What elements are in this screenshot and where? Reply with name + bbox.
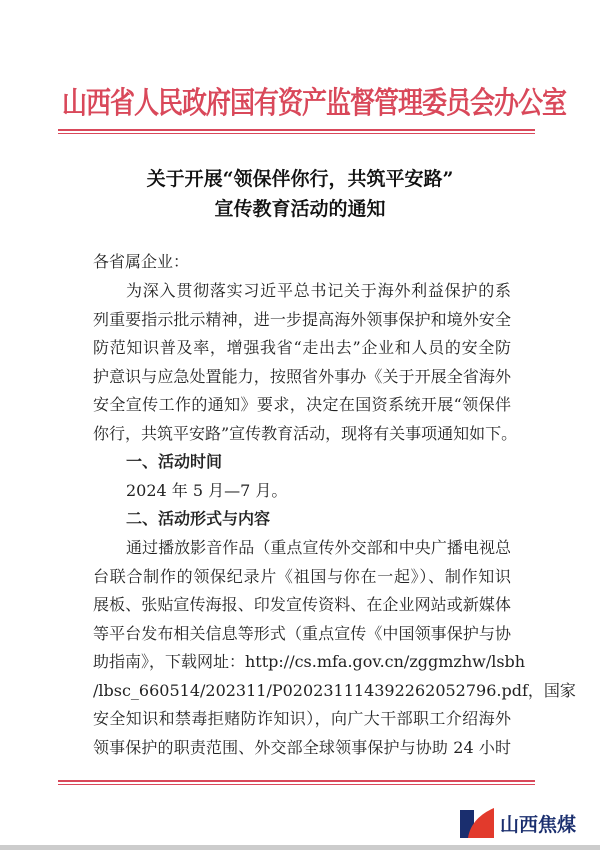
body-line: 你行，共筑平安路”宣传教育活动，现将有关事项通知如下。 xyxy=(93,423,518,443)
body-line: 防范知识普及率，增强我省“走出去”企业和人员的安全防 xyxy=(93,338,511,357)
salutation: 各省属企业： xyxy=(93,252,190,271)
document-title-line2: 宣传教育活动的通知 xyxy=(214,198,386,220)
body-line: /lbsc_660514/202311/P020231114392262052796.pdf，国家 xyxy=(93,680,576,700)
body-line: 列重要指示批示精神，进一步提高海外领事保护和境外安全 xyxy=(93,309,511,329)
footer-divider-thin xyxy=(58,784,535,785)
body-line: 领事保护的职责范围、外交部全球领事保护与协助 24 小时 xyxy=(93,737,511,757)
body-line: 台联合制作的领保纪录片《祖国与你在一起》）、制作知识 xyxy=(93,566,511,586)
logo-text: 山西焦煤 xyxy=(500,813,577,836)
shanxi-coking-coal-logo-icon xyxy=(460,808,494,838)
section1-body: 2024 年 5 月—7 月。 xyxy=(126,481,288,500)
body-line: 安全宣传工作的通知》要求，决定在国资系统开展“领保伴 xyxy=(93,395,511,414)
document-title-line1: 关于开展“领保伴你行，共筑平安路” xyxy=(146,168,454,190)
issuing-office-header: 山西省人民政府国有资产监督管理委员会办公室 xyxy=(62,85,567,120)
body-line: 安全知识和禁毒拒赌防诈知识），向广大干部职工介绍海外 xyxy=(93,709,511,728)
body-line: 等平台发布相关信息等形式（重点宣传《中国领事保护与协 xyxy=(93,623,511,643)
footer-logo xyxy=(460,808,576,838)
bottom-bar xyxy=(0,845,600,850)
section1-heading: 一、活动时间 xyxy=(126,452,223,471)
body-line: 展板、张贴宣传海报、印发宣传资料、在企业网站或新媒体 xyxy=(93,595,511,614)
header-divider-thin xyxy=(58,133,535,134)
header-divider xyxy=(58,129,535,131)
body-line: 通过播放影音作品（重点宣传外交部和中央广播电视总 xyxy=(126,538,511,557)
body-line: 助指南》，下载网址：http://cs.mfa.gov.cn/zggmzhw/lsbh xyxy=(93,652,526,671)
body-line: 护意识与应急处置能力，按照省外事办《关于开展全省海外 xyxy=(93,366,511,386)
footer-divider xyxy=(58,780,535,782)
body-line: 为深入贯彻落实习近平总书记关于海外利益保护的系 xyxy=(126,281,511,300)
section2-heading: 二、活动形式与内容 xyxy=(126,509,271,528)
